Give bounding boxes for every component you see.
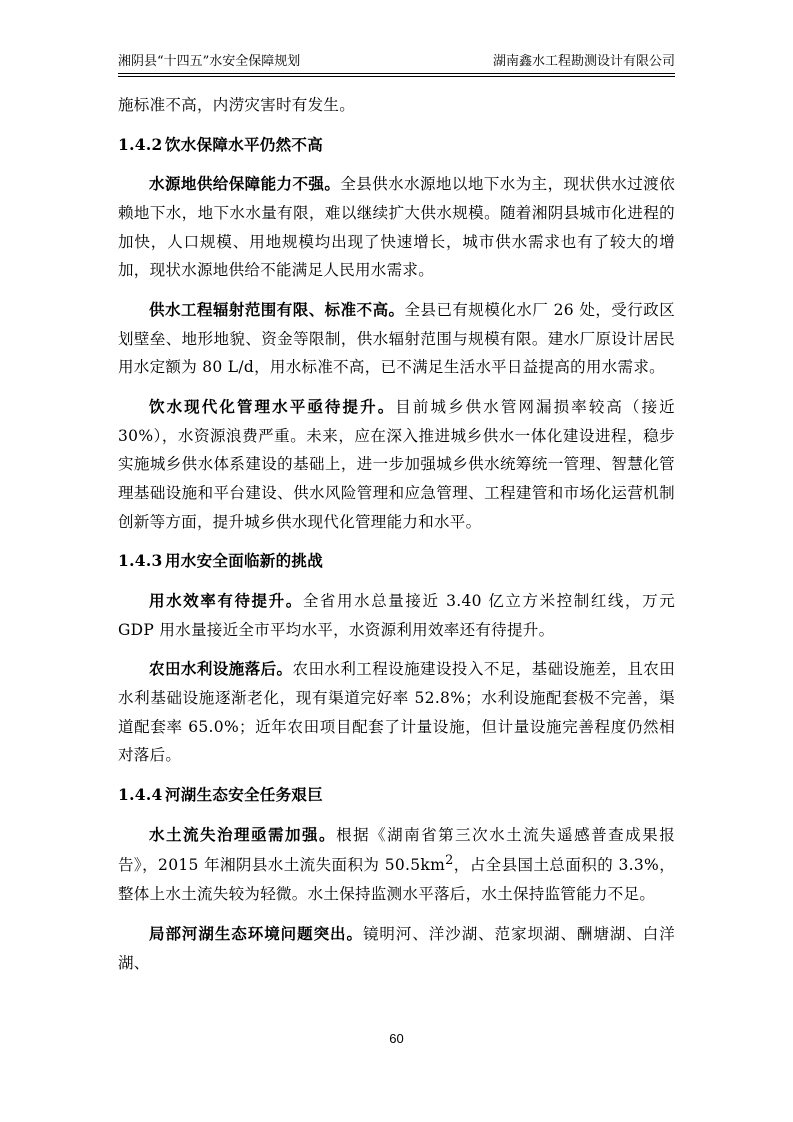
paragraph-lead: 局部河湖生态环境问题突出。 [149,923,363,943]
section-title: 河湖生态安全任务艰巨 [165,785,324,805]
header-company-name: 湖南鑫水工程勘测设计有限公司 [492,54,675,69]
paragraph-text: 全县供水水源地以地下水为主，现状供水过渡依赖地下水，地下水水量有限，难以继续扩大供水规模。随着湘阴县城市化进程的加快，人口规模、用地规模均出现了快速增长，城市供水需求也有了较大的增加，现状水源地供给不能满足人民用水需求。 [118,175,675,280]
paragraph-text: 全县已有规模化水厂 26 处，受行政区划壁垒、地形地貌、资金等限制，供水辐射范围与规模有限。建水厂原设计居民用水定额为 80 L/d，用水标准不高，已不满足生活水平日益提高的用水需求。 [118,301,675,377]
section-heading-1-4-4 [118,781,675,810]
paragraph-lead: 水土流失治理亟需加强。 [149,824,337,844]
header-document-title: 湘阴县“十四五”水安全保障规划 [118,54,301,69]
section-number: 1.4.2 [118,134,163,154]
paragraph [118,655,675,770]
section-heading-1-4-2 [118,131,675,160]
section-number: 1.4.4 [118,785,163,805]
paragraph [118,393,675,536]
paragraph-lead: 供水工程辐射范围有限、标准不高。 [149,300,405,320]
paragraph [118,920,675,977]
page-body [118,91,675,988]
paragraph-lead: 用水效率有待提升。 [149,591,303,611]
carryover-paragraph: 施标准不高，内涝灾害时有发生。 [118,96,356,114]
paragraph [118,821,675,909]
paragraph-text: 目前城乡供水管网漏损率较高（接近 30%），水资源浪费严重。未来，应在深入推进城乡供水一体化建设进程，稳步实施城乡供水体系建设的基础上，进一步加强城乡供水统筹统一管理、智慧化管理基础设施和平台建设、供水风险管理和应急管理、工程建管和市场化运营机制创新等方面，提升城乡供水现代化管理能力和水平。 [118,398,675,531]
paragraph [118,587,675,644]
section-number: 1.4.3 [118,551,163,571]
paragraph-lead: 农田水利设施落后。 [149,659,293,679]
header-divider [118,73,675,77]
paragraph-text: 镜明河、洋沙湖、范家坝湖、酬塘湖、白洋湖、 [118,924,675,972]
paragraph [118,170,675,285]
section-title: 饮水保障水平仍然不高 [165,134,324,154]
page-number: 60 [389,1031,404,1046]
section-heading-1-4-3 [118,547,675,576]
paragraph [118,296,675,382]
superscript: 2 [445,853,454,869]
paragraph-text: 全省用水总量接近 3.40 亿立方米控制红线，万元 GDP 用水量接近全市平均水平，水资源利用效率还有待提升。 [118,592,676,639]
section-title: 用水安全面临新的挑战 [165,551,324,571]
paragraph-text: 农田水利工程设施建设投入不足，基础设施差，且农田水利基础设施逐渐老化，现有渠道完好率 52.8%；水利设施配套极不完善，渠道配套率 65.0%；近年农田项目配套了计量设施，但计量设施完善程度仍然相对落后。 [118,660,676,765]
paragraph-text: 根据《湖南省第三次水土流失遥感普查成果报告》，2015 年湘阴县水土流失面积为 50.5km [118,825,675,875]
paragraph-text: ，占全县国土总面积的 3.3%，整体上水土流失较为轻微。水土保持监测水平落后，水土保持监管能力不足。 [118,856,676,904]
paragraph-lead: 水源地供给保障能力不强。 [149,174,341,194]
paragraph-lead: 饮水现代化管理水平亟待提升。 [149,397,396,417]
